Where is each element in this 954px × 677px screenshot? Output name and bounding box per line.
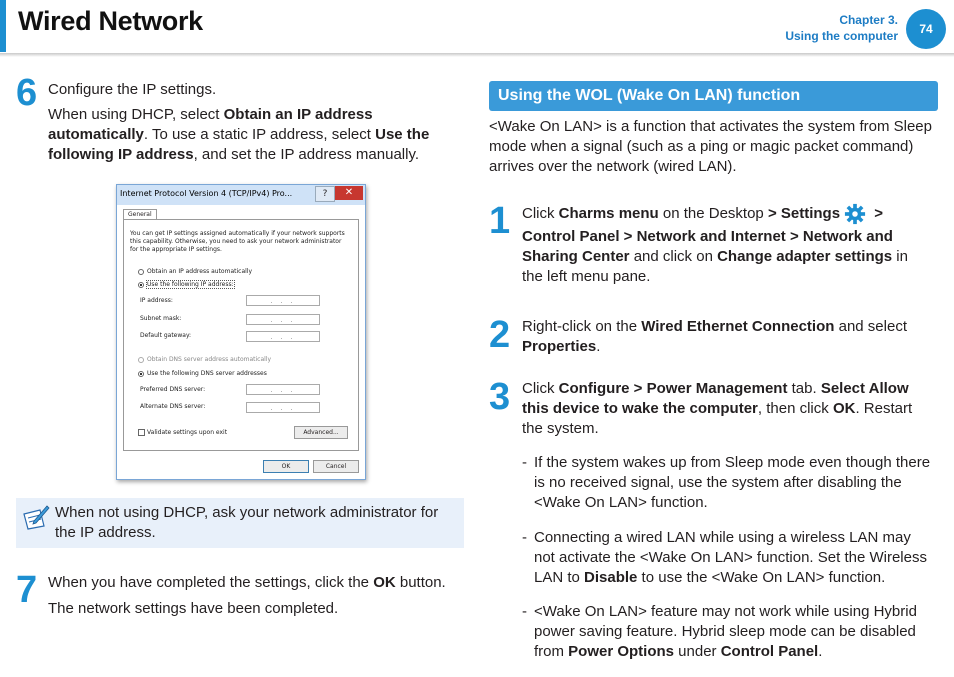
text: . (818, 643, 823, 660)
header-accent-bar (0, 0, 6, 52)
validate-checkbox[interactable] (138, 429, 227, 437)
ipv4-properties-dialog (116, 184, 366, 480)
bold-text: Control Panel (720, 643, 819, 660)
default-gateway-input[interactable]: . . . (246, 331, 320, 342)
bold-text: Wired Ethernet Connection (641, 318, 835, 335)
chapter-number: Chapter 3. (839, 13, 898, 27)
text: , and set the IP address manually. (193, 146, 420, 163)
radio-obtain-ip[interactable] (138, 268, 252, 276)
advanced-button[interactable]: Advanced... (294, 426, 348, 439)
radio-icon (138, 357, 144, 363)
step-number-3: 3 (489, 376, 511, 418)
settings-gear-icon (844, 203, 866, 225)
step7-line1 (48, 573, 463, 593)
radio-icon (138, 269, 144, 275)
chapter-subtitle: Using the computer (785, 29, 898, 43)
bold-text: Change adapter settings (717, 248, 893, 265)
step7-line2: The network settings have been completed. (48, 600, 339, 617)
bold-text: Obtain an IP address automatically (48, 106, 373, 143)
bold-text: Power Options (568, 643, 675, 660)
chapter-label (785, 12, 898, 44)
bold-text: Properties (522, 338, 597, 355)
section-heading-wol (489, 81, 938, 111)
bold-text: OK (373, 574, 396, 591)
checkbox-label: Validate settings upon exit (147, 429, 228, 436)
bullet-dash: - (522, 529, 527, 546)
step-number-6: 6 (16, 72, 38, 114)
text: on the Desktop (658, 204, 768, 222)
radio-label: Obtain DNS server address automatically (147, 356, 272, 363)
text: Click (522, 204, 559, 222)
page-title: Wired Network (18, 6, 203, 36)
bold-text: Select Allow this device to wake the computer (522, 380, 909, 417)
page-number-badge: 74 (906, 9, 946, 49)
radio-use-ip[interactable] (138, 281, 234, 289)
pencil-note-icon (22, 504, 50, 530)
preferred-dns-input[interactable]: . . . (246, 384, 320, 395)
step-number-7: 7 (16, 569, 38, 611)
bold-text: OK (832, 400, 856, 417)
tab-general[interactable]: General (123, 209, 157, 219)
step3-text (522, 379, 932, 439)
note-text: When not using DHCP, ask your network administrator for the IP address. (55, 504, 439, 541)
bold-text: Charms menu (558, 204, 659, 222)
text: . To use a static IP address, select (143, 126, 376, 143)
text: tab. (787, 380, 821, 397)
text: <Wake On LAN> feature may not work while using Hybrid power saving feature. Hybrid sleep mode can be disabled from (534, 603, 917, 660)
wol-intro: <Wake On LAN> is a function that activates the system from Sleep mode when a signal (such as a ping or magic packet command) arrives over the network (wired LAN). (489, 118, 932, 175)
bullet-dash: - (522, 454, 527, 471)
bullet-1: If the system wakes up from Sleep mode even though there is no received signal, use the system after disabling the <Wake On LAN> function. (534, 454, 931, 511)
ip-address-input[interactable]: . . . (246, 295, 320, 306)
dialog-title: Internet Protocol Version 4 (TCP/IPv4) Pro... (120, 189, 293, 198)
checkbox-icon (138, 429, 145, 436)
radio-label: Obtain an IP address automatically (147, 268, 253, 275)
radio-use-dns[interactable] (138, 370, 267, 378)
step-number-1: 1 (489, 200, 511, 242)
cancel-button[interactable]: Cancel (313, 460, 359, 473)
help-button[interactable]: ? (315, 186, 335, 202)
text: and click on (629, 248, 718, 265)
note-box (16, 498, 464, 548)
text: Connecting a wired LAN while using a wireless LAN may not activate the <Wake On LAN> function. Set the Wireless LAN to (534, 529, 927, 586)
bullet-dash: - (522, 603, 527, 620)
bold-text: Control Panel > Network and Internet > Network and Sharing Center (522, 228, 893, 265)
step2-text (522, 317, 932, 357)
radio-selected-icon (138, 371, 144, 377)
bullet-2 (534, 528, 934, 588)
ip-address-label: IP address: (140, 297, 173, 304)
text: to use the <Wake On LAN> function. (637, 569, 886, 586)
radio-label: Use the following DNS server addresses (147, 370, 267, 377)
default-gateway-label: Default gateway: (140, 332, 192, 339)
text: button. (395, 574, 446, 591)
text: When you have completed the settings, click the (48, 574, 374, 591)
alternate-dns-label: Alternate DNS server: (140, 403, 206, 410)
bold-text: Disable (584, 569, 638, 586)
dialog-titlebar (117, 185, 365, 205)
close-button[interactable]: ✕ (335, 186, 363, 200)
dialog-intro: You can get IP settings assigned automatically if your network supports this capability. Otherwise, you need to ask your network administrator for the appropriate IP settings. (130, 230, 345, 253)
text: , then click (757, 400, 833, 417)
bold-text: Use the following IP address (48, 126, 430, 163)
text: Right-click on the (522, 318, 642, 335)
text: in the left menu pane. (522, 248, 908, 285)
radio-label: Use the following IP address: (147, 281, 234, 288)
step6-line1: Configure the IP settings. (48, 81, 217, 98)
bold-text: Configure > Power Management (558, 380, 788, 397)
step1-line1 (522, 203, 922, 225)
bold-text: > (870, 204, 883, 222)
text: When using DHCP, select (48, 106, 224, 123)
general-panel (123, 219, 359, 451)
preferred-dns-label: Preferred DNS server: (140, 386, 206, 393)
radio-selected-icon (138, 282, 144, 288)
step1-rest (522, 227, 932, 287)
alternate-dns-input[interactable]: . . . (246, 402, 320, 413)
header-divider (0, 53, 954, 57)
text: . Restart the system. (522, 400, 913, 437)
subnet-mask-label: Subnet mask: (140, 315, 182, 322)
subnet-mask-input[interactable]: . . . (246, 314, 320, 325)
text: Click (522, 380, 559, 397)
step-number-2: 2 (489, 314, 511, 356)
radio-obtain-dns[interactable] (138, 356, 271, 364)
step6-paragraph (48, 105, 448, 165)
text: . (596, 338, 601, 355)
bullet-3 (534, 602, 934, 662)
text: under (674, 643, 721, 660)
section-heading-text: Using the WOL (Wake On LAN) function (498, 87, 801, 104)
bold-text: > Settings (767, 204, 841, 222)
ok-button[interactable]: OK (263, 460, 309, 473)
text: and select (834, 318, 907, 335)
